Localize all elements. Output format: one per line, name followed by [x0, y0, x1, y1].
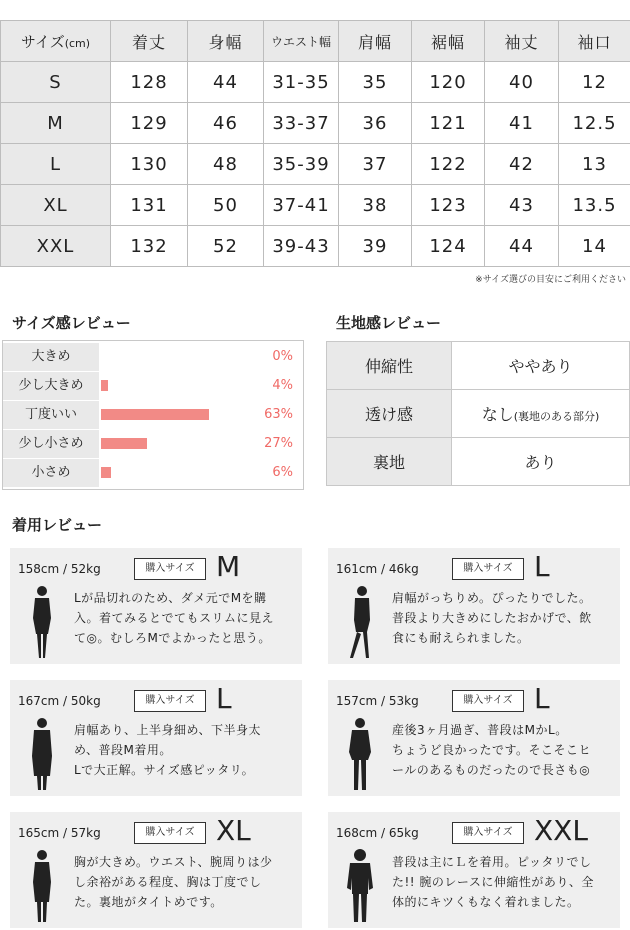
fabric-value: ややあり [452, 342, 630, 390]
table-cell: 38 [339, 185, 412, 226]
size-label: XXL [1, 226, 111, 267]
fabric-sub-note: (裏地のある部分) [513, 410, 600, 423]
size-table [0, 20, 630, 267]
table-cell: 37 [339, 144, 412, 185]
purchase-size-badge: 購入サイズ [452, 690, 524, 712]
table-cell: 130 [111, 144, 188, 185]
feel-label: 丁度いい [3, 401, 99, 429]
fabric-value: なし(裏地のある部分) [452, 390, 630, 438]
table-cell: 12 [559, 62, 630, 103]
review-card [10, 812, 302, 928]
reviews-title: 着用レビュー [12, 516, 103, 534]
purchase-size-badge: 購入サイズ [134, 822, 206, 844]
purchase-size-badge: 購入サイズ [134, 690, 206, 712]
table-cell: 13.5 [559, 185, 630, 226]
unit-label: (cm) [64, 36, 91, 50]
feel-label: 少し小さめ [3, 430, 99, 458]
table-cell: 40 [485, 62, 559, 103]
table-cell: 35-39 [264, 144, 339, 185]
table-cell: 48 [188, 144, 264, 185]
size-label: XL [1, 185, 111, 226]
table-cell: 124 [412, 226, 485, 267]
table-cell: 37-41 [264, 185, 339, 226]
purchase-size-badge: 購入サイズ [134, 558, 206, 580]
feel-label: 小さめ [3, 459, 99, 487]
header-shoulder: 肩幅 [339, 21, 412, 62]
fabric-key: 伸縮性 [327, 342, 452, 390]
feel-bar [101, 467, 111, 478]
table-cell: 44 [485, 226, 559, 267]
header-width: 身幅 [188, 21, 264, 62]
table-cell: 120 [412, 62, 485, 103]
purchase-size-badge: 購入サイズ [452, 822, 524, 844]
feel-percent: 63% [264, 407, 293, 422]
table-cell: 36 [339, 103, 412, 144]
review-card [10, 680, 302, 796]
fabric-title: 生地感レビュー [336, 314, 442, 332]
feel-label: 少し大きめ [3, 372, 99, 400]
table-row [1, 144, 630, 185]
review-measure: 158cm / 52kg [18, 562, 101, 576]
purchase-size: L [534, 682, 550, 715]
feel-percent: 6% [272, 465, 293, 480]
review-comment: 普段は主にＬを着用。ピッタリでし た!! 腕のレースに伸縮性があり、全 体的にキツくもなく着れました。 [392, 855, 594, 909]
table-cell: 31-35 [264, 62, 339, 103]
header-waist: ウエスト幅 [264, 21, 339, 62]
feel-row [3, 343, 303, 371]
size-label: S [1, 62, 111, 103]
table-cell: 121 [412, 103, 485, 144]
table-row [1, 185, 630, 226]
table-cell: 131 [111, 185, 188, 226]
table-cell: 39-43 [264, 226, 339, 267]
review-measure: 165cm / 57kg [18, 826, 101, 840]
purchase-size-badge: 購入サイズ [452, 558, 524, 580]
table-cell: 13 [559, 144, 630, 185]
person-silhouette-icon [24, 848, 60, 924]
review-comment: 胸が大きめ。ウエスト、腕周りは少 し余裕がある程度、胸は丁度でし た。裏地がタイトめです。 [74, 855, 273, 909]
person-silhouette-icon [24, 716, 60, 792]
feel-row [3, 459, 303, 487]
table-cell: 35 [339, 62, 412, 103]
review-card [10, 548, 302, 664]
review-comment: Lが品切れのため、ダメ元でMを購 入。着てみるとでてもスリムに見え て◎。むしろMでよかったと思う。 [74, 591, 275, 645]
person-silhouette-icon [342, 716, 378, 792]
purchase-size: XXL [534, 814, 588, 847]
table-cell: 42 [485, 144, 559, 185]
size-feel-title: サイズ感レビュー [12, 314, 131, 332]
table-row [1, 62, 630, 103]
purchase-size: M [216, 550, 241, 583]
header-hem: 裾幅 [412, 21, 485, 62]
person-silhouette-icon [24, 584, 60, 660]
table-cell: 12.5 [559, 103, 630, 144]
feel-bar [101, 409, 209, 420]
fabric-key: 裏地 [327, 438, 452, 486]
fabric-key: 透け感 [327, 390, 452, 438]
review-measure: 168cm / 65kg [336, 826, 419, 840]
table-cell: 33-37 [264, 103, 339, 144]
review-card [328, 548, 620, 664]
table-cell: 122 [412, 144, 485, 185]
header-size: サイズ(cm) [1, 21, 111, 62]
purchase-size: L [534, 550, 550, 583]
table-cell: 52 [188, 226, 264, 267]
table-cell: 46 [188, 103, 264, 144]
feel-bar [101, 380, 108, 391]
table-cell: 44 [188, 62, 264, 103]
table-row [327, 438, 630, 486]
fabric-value: あり [452, 438, 630, 486]
review-measure: 167cm / 50kg [18, 694, 101, 708]
size-label: M [1, 103, 111, 144]
feel-percent: 4% [272, 378, 293, 393]
table-cell: 39 [339, 226, 412, 267]
table-cell: 128 [111, 62, 188, 103]
size-label: L [1, 144, 111, 185]
feel-label: 大きめ [3, 343, 99, 371]
person-silhouette-icon [342, 584, 378, 660]
table-cell: 123 [412, 185, 485, 226]
review-comment: 肩幅がっちりめ。ぴったりでした。 普段より大きめにしたおかげで、飲 食にも耐えられました。 [392, 591, 592, 645]
review-card [328, 680, 620, 796]
header-length: 着丈 [111, 21, 188, 62]
table-row [1, 103, 630, 144]
review-card [328, 812, 620, 928]
feel-row [3, 401, 303, 429]
fabric-table [326, 341, 630, 486]
purchase-size: L [216, 682, 232, 715]
table-row [327, 390, 630, 438]
table-cell: 50 [188, 185, 264, 226]
header-cuff: 袖口 [559, 21, 630, 62]
table-cell: 43 [485, 185, 559, 226]
feel-percent: 0% [272, 349, 293, 364]
table-cell: 14 [559, 226, 630, 267]
feel-row [3, 430, 303, 458]
feel-row [3, 372, 303, 400]
table-row [327, 342, 630, 390]
review-measure: 161cm / 46kg [336, 562, 419, 576]
size-feel-chart [2, 340, 304, 490]
table-cell: 41 [485, 103, 559, 144]
purchase-size: XL [216, 814, 251, 847]
review-comment: 肩幅あり、上半身細め、下半身太 め、普段M着用。 Lで大正解。サイズ感ピッタリ。 [74, 723, 262, 777]
size-note: ※サイズ選びの目安にご利用ください [475, 275, 626, 285]
person-silhouette-icon [342, 848, 378, 924]
header-sleeve: 袖丈 [485, 21, 559, 62]
review-comment: 産後3ヶ月過ぎ、普段はMかL。 ちょうど良かったです。そこそこヒ ールのあるものだったので長さも◎ [392, 723, 592, 777]
review-measure: 157cm / 53kg [336, 694, 419, 708]
size-table-header [1, 21, 630, 62]
feel-bar [101, 438, 147, 449]
feel-percent: 27% [264, 436, 293, 451]
table-cell: 132 [111, 226, 188, 267]
table-row [1, 226, 630, 267]
table-cell: 129 [111, 103, 188, 144]
